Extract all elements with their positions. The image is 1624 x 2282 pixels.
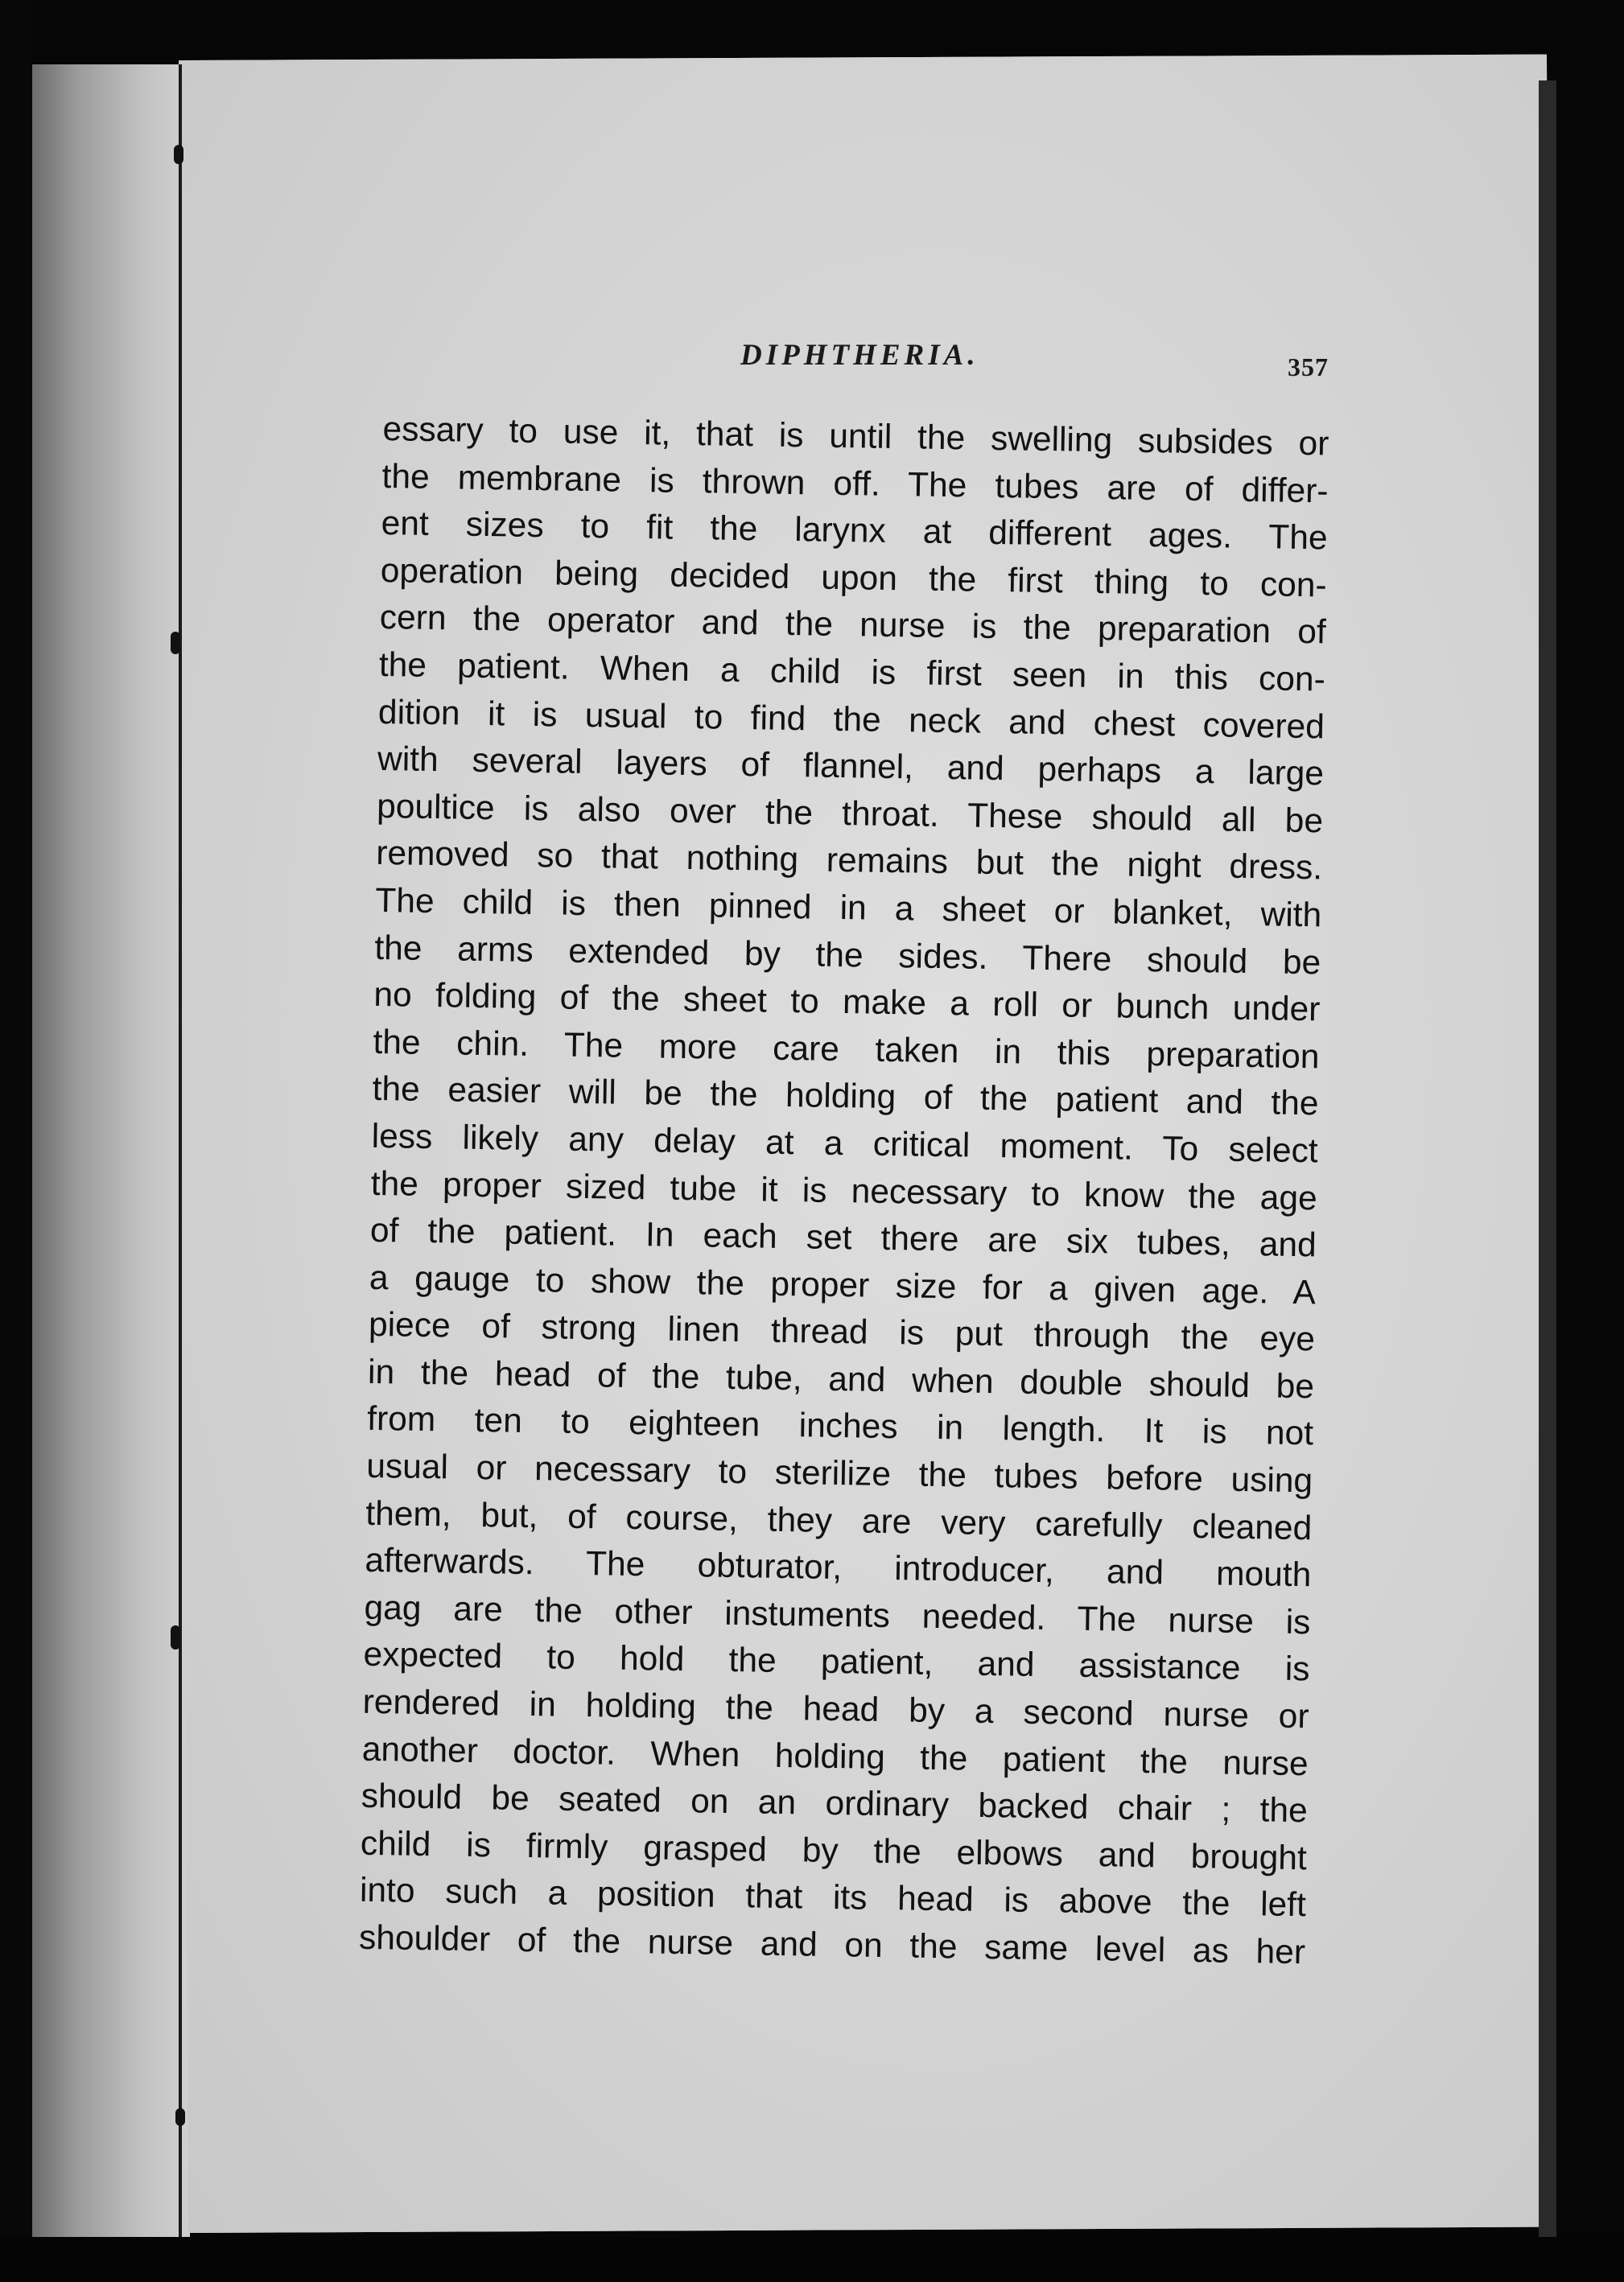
text-line: removed so that nothing remains but the night dress. [375,834,1323,888]
text-line: usual or necessary to sterilize the tubes before using [365,1447,1313,1501]
page-edge-line [179,64,182,2237]
text-line: gag are the other instuments needed. The nurse is [364,1588,1311,1642]
text-line: the patient. When a child is first seen in this con- [378,645,1326,699]
text-line: the chin. The more care taken in this preparation [373,1023,1320,1077]
text-line: shoulder of the nurse and on the same level as her [358,1918,1306,1972]
text-line: operation being decided upon the first thing to con- [380,551,1328,605]
text-line: dition it is usual to find the neck and chest covered [377,693,1325,746]
text-line: child is firmly grasped by the elbows and brought [360,1824,1308,1878]
text-line: cern the operator and the nurse is the preparation of [379,599,1327,652]
text-line: The child is then pinned in a sheet or blanket, with [374,881,1322,935]
binding-mark [171,1625,180,1650]
text-line: essary to use it, that is until the swelling subsides or [382,410,1329,463]
binding-mark [174,145,183,164]
text-line: a gauge to show the proper size for a given age. A [369,1258,1317,1312]
binding-mark [175,2108,185,2126]
text-line: expected to hold the patient, and assistance is [363,1636,1310,1689]
text-line: into such a position that its head is above the left [359,1872,1307,1925]
left-scan-edge [0,0,32,2282]
text-line: the easier will be the holding of the patient and the [372,1070,1319,1123]
text-line: should be seated on an ordinary backed chair ; the [361,1777,1309,1831]
body-text [359,406,1329,1977]
text-line: poultice is also over the throat. These should all be [376,787,1324,841]
text-line: piece of strong linen thread is put through the eye [368,1306,1316,1359]
text-line: rendered in holding the head by a second nurse or [362,1683,1309,1736]
text-line: in the head of the tube, and when double should be [367,1353,1315,1407]
text-line: no folding of the sheet to make a roll or bunch under [373,976,1321,1029]
bottom-scan-edge [0,2237,1624,2282]
text-line: the membrane is thrown off. The tubes are of differ- [381,457,1329,511]
right-page-edge [1539,80,1556,2282]
text-line: afterwards. The obturator, introducer, and mouth [365,1542,1312,1595]
text-line: from ten to eighteen inches in length. It is not [366,1400,1314,1453]
text-line: of the patient. In each set there are six tubes, and [369,1211,1317,1265]
text-line: with several layers of flannel, and perhaps a large [377,740,1325,793]
text-line: less likely any delay at a critical moment. To select [371,1117,1318,1171]
text-line: the arms extended by the sides. There should be [374,929,1321,982]
text-line: another doctor. When holding the patient the nurse [361,1730,1309,1783]
text-line: the proper sized tube it is necessary to know the age [370,1164,1318,1217]
text-line: them, but, of course, they are very carefully cleaned [365,1494,1313,1547]
page-number: 357 [1288,352,1329,381]
binding-mark [171,632,180,654]
text-line: ent sizes to fit the larynx at different ages. The [381,505,1328,558]
running-head: DIPHTHERIA. [740,339,979,372]
